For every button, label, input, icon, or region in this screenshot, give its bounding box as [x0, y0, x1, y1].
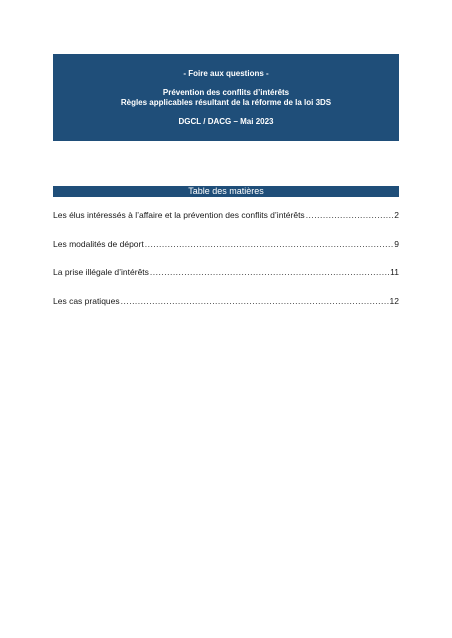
document-header	[53, 54, 399, 141]
toc-entry-page: 12	[389, 296, 399, 306]
toc-entry-page: 11	[390, 267, 399, 277]
toc-entry-cas-pratiques[interactable]	[53, 295, 399, 307]
toc-entry-label: Les élus intéressés à l’affaire et la prévention des conflits d’intérêts	[53, 210, 305, 220]
toc-entry-label: Les modalités de déport	[53, 239, 144, 249]
header-subtitle: Règles applicables résultant de la réforme de la loi 3DS	[120, 97, 332, 107]
header-date: DGCL / DACG – Mai 2023	[178, 116, 274, 126]
toc-entry-label: Les cas pratiques	[53, 296, 120, 306]
toc-leader-dots	[121, 295, 389, 307]
toc-leader-dots	[306, 209, 394, 221]
toc-leader-dots	[145, 238, 394, 250]
toc-leader-dots	[150, 266, 389, 278]
toc-entry-page: 9	[394, 239, 399, 249]
toc-entry-prise-illegale[interactable]	[53, 266, 399, 278]
toc-entry-elus[interactable]	[53, 209, 399, 221]
header-faq-label: - Foire aux questions -	[183, 68, 269, 78]
header-title: Prévention des conflits d’intérêts	[162, 87, 290, 97]
toc-entry-label: La prise illégale d’intérêts	[53, 267, 149, 277]
toc-heading: Table des matières	[53, 186, 399, 197]
toc-entry-page: 2	[394, 210, 399, 220]
toc-entry-deport[interactable]	[53, 238, 399, 250]
